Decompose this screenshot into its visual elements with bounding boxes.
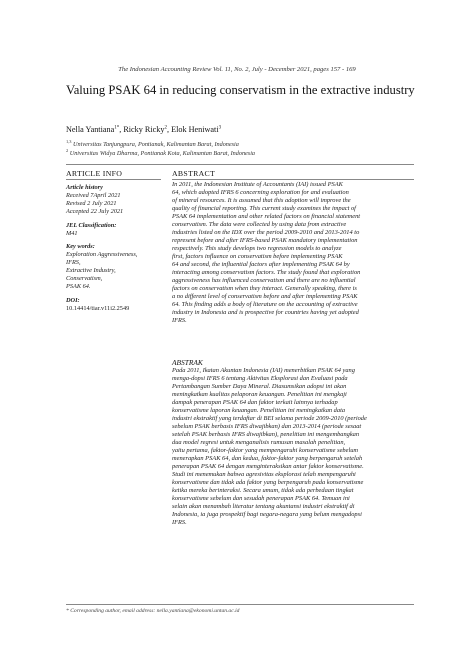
- abstract-line: a no different level of conservatism before and after implementing PSAK: [172, 293, 358, 301]
- affil-mark: 1,3: [66, 139, 72, 144]
- abstract-line: industries listed on the IDX over the period 2009-2010 and 2013-2014 to: [172, 229, 360, 237]
- abstract-line: PSAK 64 implementation and other related factors on financial statement: [172, 213, 361, 221]
- abstrak-line: yaitu pertama, faktor-faktor yang mempengaruhi konservatisme sebelum: [172, 447, 359, 455]
- running-head: The Indonesian Accounting Review Vol. 11, No. 2, July - December 2021, pages 157 - 169: [118, 66, 356, 73]
- author-affil-mark: 1*: [114, 125, 120, 131]
- affil-mark: 2: [66, 148, 69, 153]
- abstract-line: represent before and after IFRS-based PSAK mandatory implementation: [172, 237, 358, 245]
- history-label: Article history: [66, 184, 103, 191]
- keyword: IFRS,: [66, 259, 81, 267]
- affil-text: Universitas Tanjungpura, Pontianak, Kalimantan Barat, Indonesia: [73, 141, 239, 149]
- corresponding-author-footnote[interactable]: * Corresponding author, email address: nella.yantiana@ekonomi.untan.ac.id: [66, 608, 240, 614]
- paper-title: Valuing PSAK 64 in reducing conservatism in the extractive industry: [66, 83, 415, 97]
- abstract-line: factors on conservatism when they interact. Generally speaking, there is: [172, 285, 357, 293]
- abstract-body: [172, 181, 414, 325]
- abstract-line: aggressiveness has influenced conservatism and there are no influential: [172, 277, 356, 285]
- jel-value: M41: [66, 229, 78, 237]
- article-info-block: [66, 184, 161, 313]
- abstract-line: of mineral resources. It is assumed that this adoption will improve the: [172, 197, 351, 205]
- abstrak-line: Indonesia, ia juga prospektif bagi negara-negara yang belum mengadopsi: [172, 511, 362, 519]
- author-affil-mark: 2: [164, 125, 167, 131]
- abstract-line: quality of financial reporting. This current study examines the impact of: [172, 205, 356, 213]
- affiliation-2: [66, 148, 255, 157]
- keywords-label: Key words:: [66, 243, 95, 251]
- abstract-line: 64 and second, the influential factors after implementing PSAK 64 by: [172, 261, 350, 269]
- abstract-line: 64, which adopted IFRS 6 concerning exploration for and evaluation: [172, 189, 349, 197]
- affiliation-1: [66, 139, 239, 148]
- author-name: Elok Heniwati: [171, 125, 219, 134]
- abstrak-body: [172, 367, 414, 527]
- abstrak-line: Studi ini menemukan bahwa agresivitas eksplorasi telah mempengaruhi: [172, 471, 356, 479]
- keyword: Extractive Industry,: [66, 267, 116, 275]
- header-divider: [66, 164, 414, 165]
- abstract-line: In 2011, the Indonesian Institute of Accountants (IAI) issued PSAK: [172, 181, 343, 188]
- abstrak-line: IFRS.: [172, 519, 187, 527]
- abstract-line: IFRS.: [172, 317, 187, 325]
- abstrak-line: Pada 2011, Ikatan Akuntan Indonesia (IAI) menerbitkan PSAK 64 yang: [172, 367, 355, 374]
- abstract-heading: ABSTRACT: [172, 169, 216, 178]
- received-date: Received 7April 2021: [66, 191, 121, 199]
- footnote-divider: [66, 604, 414, 605]
- keyword: PSAK 64.: [66, 282, 91, 290]
- abstrak-line: industri ekstraktif yang terdaftar di BEI selama periode 2009-2010 (periode: [172, 415, 367, 423]
- article-info-heading: ARTICLE INFO: [66, 169, 123, 178]
- abstract-line: respectively. This study develops two regression models to analyze: [172, 245, 342, 253]
- abstract-divider: [172, 179, 414, 180]
- abstrak-line: dampak penerapan PSAK 64 dan faktor terkait lainnya terhadap: [172, 399, 338, 407]
- abstract-line: conservatism. The data were collected by using data from extractive: [172, 221, 347, 229]
- keyword: Conservatism,: [66, 275, 103, 283]
- abstract-line: interacting among conservatism factors. The study found that exploration: [172, 269, 361, 277]
- abstrak-line: konservatisme dan tidak ada faktor yang berpengaruh pada konservatisme: [172, 479, 364, 487]
- jel-label: JEL Classification:: [66, 221, 117, 229]
- doi-label: DOI:: [66, 296, 80, 304]
- abstrak-line: penerapan PSAK 64 dengan menginteraksikan antar faktor konservatisme.: [172, 463, 364, 471]
- abstrak-line: ketika mereka berinteraksi. Secara umum, tidak ada perbedaan tingkat: [172, 487, 354, 495]
- abstrak-line: Pertambangan Sumber Daya Mineral. Diasumsikan adopsi ini akan: [172, 383, 347, 391]
- doi-link[interactable]: 10.14414/tiar.v11i2.2549: [66, 304, 130, 312]
- abstrak-heading: ABSTRAK: [172, 358, 203, 367]
- abstrak-line: menga-dopsi IFRS 6 tentang Aktivitas Eksplorasi dan Evaluasi pada: [172, 375, 348, 383]
- abstrak-line: menerapkan PSAK 64, dan kedua, faktor-faktor yang berpengaruh setelah: [172, 455, 363, 463]
- abstrak-line: sebelum PSAK berbasis IFRS diwajibkan) dan 2013-2014 (periode sesaat: [172, 423, 362, 431]
- article-info-divider: [66, 179, 161, 180]
- author-separator: ,: [119, 125, 124, 134]
- author-separator: ,: [166, 125, 172, 134]
- abstract-line: industry in Indonesia and is prospective for countries having yet adopted: [172, 309, 359, 317]
- author-affil-mark: 3: [218, 125, 222, 131]
- abstrak-line: setelah PSAK berbasis IFRS diwajibkan), penelitian ini mengembangkan: [172, 431, 360, 439]
- author-name: Ricky Ricky: [123, 125, 165, 134]
- affil-text: Universitas Widya Dharma, Pontianak Kota, Kalimantan Barat, Indonesia: [69, 150, 256, 158]
- author-name: Nella Yantiana: [66, 125, 115, 134]
- abstrak-line: konservatisme laporan keuangan. Penelitian ini meningkatkan data: [172, 407, 346, 415]
- accepted-date: Accepted 22 July 2021: [66, 207, 124, 215]
- abstrak-line: dua model regresi untuk menganalisis rumusan masalah penelitian,: [172, 439, 346, 447]
- abstrak-line: konservatisme sebelum dan sesudah penerapan PSAK 64. Temuan ini: [172, 495, 350, 503]
- abstrak-line: meningkatkan kualitas pelaporan keuangan. Penelitian ini mengkaji: [172, 391, 347, 399]
- keyword: Exploration Aggressiveness,: [66, 251, 138, 259]
- abstract-line: 64. This finding adds a body of literature on the accounting of extractive: [172, 301, 358, 309]
- abstrak-line: selain akan menambah literatur tentang akuntansi industri ekstraktif di: [172, 503, 355, 511]
- revised-date: Revised 2 July 2021: [66, 199, 117, 207]
- author-list: [66, 125, 221, 134]
- abstract-line: first, factors influence on conservatism before implementing PSAK: [172, 253, 343, 261]
